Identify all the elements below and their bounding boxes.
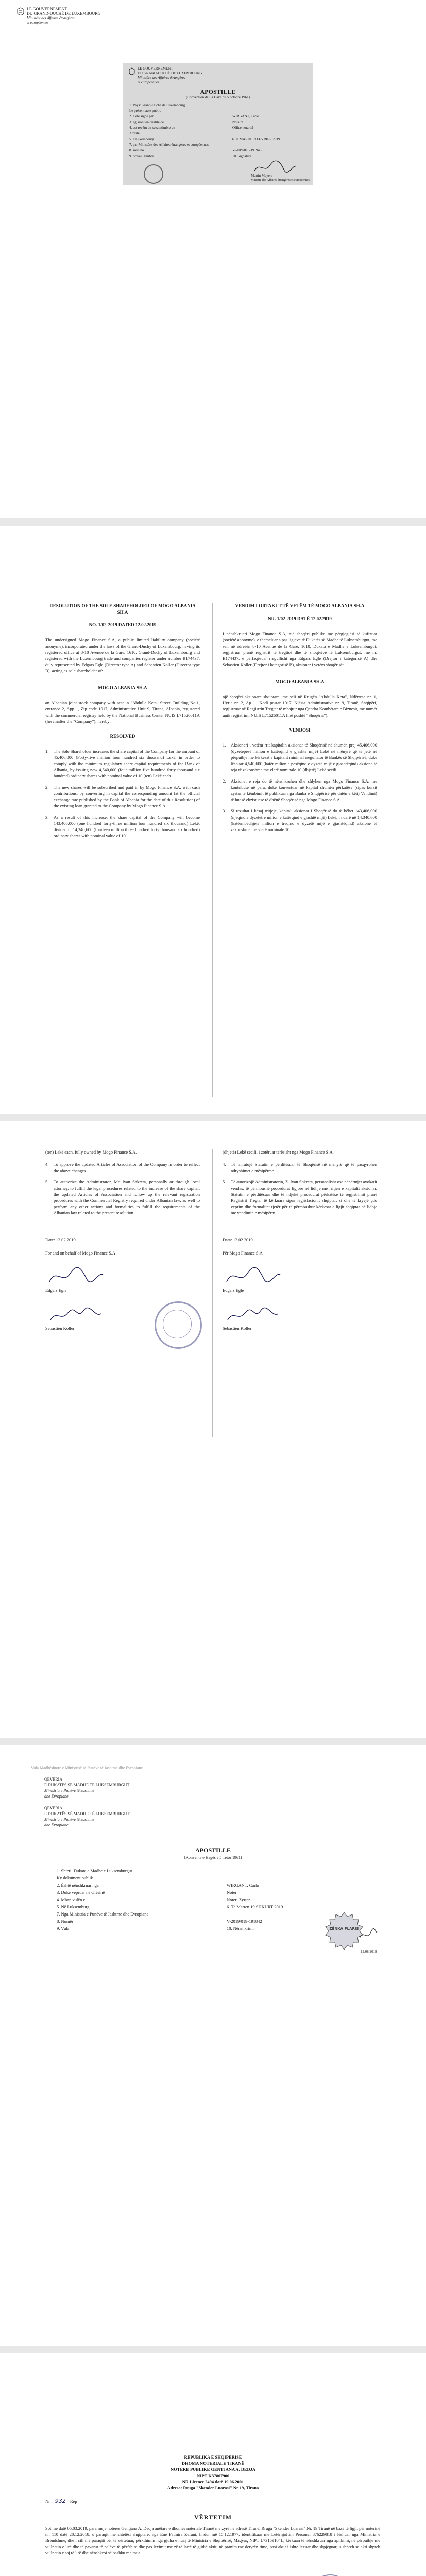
apostille-row-value: Noter — [227, 1890, 237, 1895]
apostille-row-label: Ky dokument publik — [57, 1875, 93, 1880]
column-divider — [212, 603, 213, 1097]
list-item — [45, 814, 200, 839]
list-item-text: Aksionet e reja do të nënshkruhen dhe shlyhen nga Mogo Finance S.A. me kontribute në para, duke konvertuar në kapital shumën përkatëse (sipas kursit zyrtar të këmbimit të publikuar nga Banka e Shqipërisë për datën e këtij Vendimi) të huasë ekzistuese të dhënë Shoqërisë nga Mogo Finance S.A. — [231, 778, 377, 802]
header-org: LE GOUVERNEMENT — [27, 7, 67, 11]
page-2 — [0, 526, 426, 1114]
apostille-row — [57, 1867, 366, 1874]
list-item — [223, 778, 377, 803]
list-item-number: 4. — [45, 1162, 49, 1167]
list-item-number: 2. — [45, 785, 49, 790]
apostille-row-label: 3. Duke vepruar në cilësinë — [57, 1890, 105, 1895]
apostille-line — [129, 137, 304, 142]
apostille-line — [129, 120, 304, 125]
page-1 — [0, 0, 426, 518]
list-item — [45, 784, 200, 809]
page4-ministry2: dhe Evropiane — [44, 1794, 69, 1799]
record-number-value: 932 — [55, 2498, 66, 2504]
list-item — [45, 1179, 200, 1216]
on-behalf-en: For and on behalf of Mogo Finance S.A — [45, 1250, 115, 1256]
certification-title: VËRTETIM — [194, 2514, 232, 2521]
list-item-number: 1. — [45, 749, 49, 754]
apostille-row — [57, 1925, 366, 1932]
signature-edgars-icon — [45, 1264, 200, 1287]
apostille-row — [57, 1910, 366, 1918]
signer-edgars-sq: Edgars Egle — [223, 1287, 244, 1293]
company-name-en: MOGO ALBANIA SH.A — [98, 685, 147, 690]
header-ministry: Ministère des Affaires étrangères — [27, 16, 75, 20]
list-item-number: 3. — [45, 815, 49, 820]
apostille-line-value: V-2019/019-191943 — [232, 148, 262, 152]
apostille-line-value: 6. le MARDI 19 FEVRIER 2019 — [232, 137, 280, 141]
stamp-label: ZËNKA PLARIS — [329, 1927, 359, 1931]
page-separator — [0, 518, 426, 526]
list-item-number: 3. — [223, 808, 226, 814]
continuation-items-en — [45, 1161, 200, 1216]
notary-address: Adresa: Rruga "Skender Luarasi" Nr 19, Tirana — [167, 2485, 259, 2490]
list-item-text: Të autorizojë Administratorin, Z. Ivan Shkreta, personalisht ose nëpërmjet avokatit vendas, të përmbushë procedurat ligjore në lidhje me rritjen e kapitalit aksionar, Statutin e përditësuar dhe të ndjekë procedurat përkatëse të regjistrimit pranë Regjistrit Tregtar të kërkuara sipas legjislacionit shqiptar, si dhe të kryejë çdo veprim dhe formalitet tjetër për të përmbushur kërkesat e ligjit shqiptar në lidhje me vendimin e mësipërm. — [231, 1179, 377, 1215]
record-number — [45, 2498, 77, 2504]
notary-header — [0, 2454, 426, 2491]
continuation-text-en: (ten) Lekë each, fully owned by Mogo Finance S.A. — [45, 1149, 137, 1155]
resolved-heading-sq: VENDOSI — [289, 727, 311, 733]
notary-chamber: DHOMA NOTERIALE TIRANË — [181, 2461, 245, 2466]
page4-gov1: QEVERIA — [44, 1777, 63, 1782]
stamp-ministry: Ministère des Affaires étrangères — [138, 76, 185, 80]
page4-apostille-rows — [57, 1867, 366, 1932]
apostille-line-label: 7. par Ministère des Affaires étrangères et européennes — [129, 143, 209, 147]
apostille-line-label: 4. est revêtu du sceau/timbre de — [129, 126, 175, 130]
apostille-row-value: Noteri Zyrtar — [227, 1897, 250, 1902]
notary-seal-inner — [163, 1310, 192, 1338]
list-item-number: 4. — [223, 1162, 226, 1167]
list-item — [223, 742, 377, 773]
apostille-row-label: 5. Në Luksemburg — [57, 1904, 90, 1909]
page4-apostille-title: APOSTILLE — [195, 1846, 231, 1854]
resolution-items-en — [45, 748, 200, 839]
list-item-text: The Sole Shareholder increases the share capital of the Company for the amount of 45,406,000 (Forty-five million four hundred six thousand) Lekë, in order to comply with the minimum regulatory share capital requirements of the Bank of Albania, by issuing new 4,540,600 (four million five hundred forty thousand six hundred) ordinary shares with nominal value of 10 (ten) Lekë each. — [54, 749, 200, 778]
stamp-org: LE GOUVERNEMENT — [138, 66, 173, 71]
apostille-title: APOSTILLE — [200, 88, 236, 95]
apostille-row-value: WIRGANT, Carlo — [227, 1883, 259, 1888]
page4-apostille-subtitle: (Konventa e Hagës e 5 Tetor 1961) — [184, 1855, 242, 1860]
continuation-items-sq — [223, 1161, 377, 1216]
apostille-row — [57, 1896, 366, 1903]
apostille-line — [129, 148, 304, 154]
resolved-heading-en: RESOLVED — [110, 734, 135, 739]
page4-inner-gov2: E DUKATËS SË MADHE TË LUKSEMBURGUT — [44, 1811, 130, 1816]
apostille-line — [129, 142, 304, 148]
resolution-intro-sq: I nënshkruari Mogo Finance S.A, një shoqëri publike me përgjegjësi të kufizuar (société anonyme), e themeluar sipas ligjeve të Dukatës së Madhe të Luksemburgut, me seli në adresën 8-10 Avenue de la Gare, 1610, Dukata e Madhe e Luksemburgut, regjistruar pranë regjistrit të tregtisë dhe të shoqërive të Luksemburgut, me nr. B174437, e përfaqësuar rregullisht nga Edgars Egle (Drejtor i kategorisë A) dhe Sebastien Koller (Drejtor i kategorisë B), aksioner i vetëm shoqërisë: — [223, 631, 377, 667]
stamp-scribble-icon — [357, 1927, 378, 1945]
stamp-ministry2: et européennes — [138, 80, 159, 84]
apostille-row-label: 1. Shteti: Dukata e Madhe e Luksemburgut — [57, 1868, 132, 1873]
republic-name: REPUBLIKA E SHQIPËRISË — [184, 2454, 242, 2460]
resolution-intro-en: The undersigned Mogo Finance S.A, a public limited liability company (société anonyme), incorporated under the laws of the Grand-Duchy of Luxembourg, having its registered office at 8-10 Avenue de la Gare, 1610, Grand-Duchy of Luxembourg and registered with the Luxembourg trade and companies register under number B174437, duly represented by Edgars Egle (Director type A) and Sebastien Koller (Director type B), acting as sole shareholder of: — [45, 637, 200, 673]
apostille-row — [57, 1918, 366, 1925]
apostille-signer-title: Ministre des Affaires étrangères et européennes — [251, 179, 310, 182]
resolution-title-sq: VENDIM I ORTAKUT TË VETËM TË MOGO ALBANIA SH.A — [235, 603, 365, 608]
page4-gov — [44, 1776, 250, 1799]
apostille-line-label: 5. à Luxembourg — [129, 137, 154, 141]
record-rep-label: Rep — [70, 2499, 77, 2504]
government-crest-icon — [16, 7, 25, 18]
continuation-albanian-column — [223, 1149, 377, 1331]
apostille-line-label: 1. Pays: Grand-Duché de Luxembourg — [129, 103, 185, 107]
page4-inner-gov1: QEVERIA — [44, 1806, 63, 1810]
page4-gov2: E DUKATËS SË MADHE TË LUKSEMBURGUT — [44, 1783, 130, 1787]
apostille-line-label: 9. Sceau / timbre — [129, 154, 154, 158]
company-name-sq: MOGO ALBANIA SH.A — [275, 679, 325, 684]
signature-sebastien-sq-icon — [223, 1304, 377, 1325]
notary-public-name: NOTERE PUBLIKE GENTJANA A. DEDJA — [170, 2467, 256, 2472]
apostille-row-value: 10. Nënshkrimi — [227, 1926, 254, 1931]
apostille-line — [129, 108, 304, 114]
page4-inner-ministry2: dhe Evropiane — [44, 1823, 69, 1827]
apostille-block — [123, 63, 313, 185]
list-item-text: Aksioneri i vetëm rrit kapitalin aksionar të Shoqërisë në shumën prej 45,406,000 (dyzetepesë milion e katërqind e gjashtë mijë) Lekë në mënyrë që të jetë në përputhje me kërkesat e kapitalit minimal rregullator të Bankës së Shqipërisë, duke lëshuar 4,540,600 (katër milion e pesëqind e dyzetë mijë e gjashtëqind) aksione të reja të zakonshme me vlerë nominale 10 (dhjetë) Lekë secili. — [231, 742, 377, 772]
page4-inner-gov — [44, 1805, 250, 1828]
apostille-line-value: WIRGANT, Carlo — [232, 114, 259, 118]
notary-licence: NR Licence 2494 datë 19.06.2001 — [182, 2479, 244, 2484]
apostille-line — [129, 131, 304, 137]
apostille-row-value: 6. Të Marten 19 SHKURT 2019 — [227, 1904, 283, 1909]
apostille-line — [129, 103, 304, 108]
apostille-row — [57, 1874, 366, 1882]
apostille-header — [138, 66, 251, 85]
apostille-line-label: 3. agissant en qualité de — [129, 120, 164, 124]
apostille-line-label: 2. a été signé par — [129, 114, 154, 118]
continuation-text-sq: (dhjetë) Lekë secili, i zotëruar tërësisht nga Mogo Finance S.A. — [223, 1149, 334, 1155]
apostille-row-value: V-2019/019-191842 — [227, 1919, 262, 1924]
page-separator — [0, 1738, 426, 1745]
notary-nipt: NIPT K37807906 — [197, 2473, 229, 2478]
apostille-row-label: 4. Mban vulën e — [57, 1897, 86, 1902]
resolution-number-sq: NR. 1/02-2019 DATË 12.02.2019 — [268, 616, 332, 621]
on-behalf-sq: Për Mogo Finance S.A — [223, 1250, 263, 1256]
header-ministry2: et européennes — [27, 21, 48, 25]
signer-edgars-en: Edgars Egle — [45, 1287, 67, 1293]
page4-inner-ministry: Ministria e Punëve të Jashtme — [44, 1817, 94, 1822]
stamp-date: 12.08.2019 — [361, 1950, 377, 1954]
certification-body: Sot me datë 05.03.2019, para meje noteres Gentjana A. Dedja anëtare e dhomës noteriale Tiranë me zyrë në adresë Tiranë, Rruga "Skender Luarasi" Nr. 19 Tiranë në bazë të ligjit për noterinë nr. 110 datë 20.12.2018, u paraqit me shtetësi shqiptare, nga Ene Fatmira Zefuni, lindur më 15.12.1977, identifikuar me Letërnjoftim Personal 876229818 i lëshuar nga Ministria e Brendshme, dhe i cili më paraqiti për të vërtetuar, përkthimin nga gjuha e huaj të Ministria e Shqipërisë, Magyar, NIPT L73159104L, kërkuan të nënshkruar nga aplikimi, në përputhje me vullnetin e lirë dhe të pavarur të palëve të përfshira dhe pas leximit me zë të lartë të gjithë aktit, në pranim me detyrën time, pasi aktit i ishte lexuar dhe shpjeguar, u shpreh se akti shpreh vullnetin e saj të lirë dhe nënshkroi së bashku me mua. — [45, 2526, 380, 2555]
apostille-line — [129, 125, 304, 131]
resolution-title-en: RESOLUTION OF THE SOLE SHAREHOLDER OF MOGO ALBANIA SH.A — [49, 603, 196, 615]
apostille-signer-name: Martin Mayers — [251, 174, 272, 178]
apostille-line-label: Le présent acte public — [129, 109, 161, 113]
list-item-text: Të miratojë Statutin e përditësuar të Shoqërisë në mënyrë që të pasqyrohen ndryshimet e mësipërme. — [231, 1162, 377, 1173]
apostille-row — [57, 1882, 366, 1889]
list-item-text: To authorize the Administrator, Mr. Ivan Shkreta, personally or through local attorney, to fulfill the legal procedures related to the increase of the share capital, the updated Articles of Association and follow up the relevant registration procedures with the Commercial Registry required under Albanian law, as well to perform any other actions and formalities to fulfill the requirements of the Albanian law related to the present resolution. — [54, 1179, 200, 1215]
resolution-albanian-column — [223, 603, 377, 838]
apostille-row — [57, 1889, 366, 1896]
apostille-line — [129, 154, 304, 159]
signer-sebastien-sq: Sebastien Koller — [223, 1326, 252, 1331]
page-4 — [0, 1745, 426, 2346]
page-3 — [0, 1121, 426, 1738]
page4-ministry: Ministria e Punëve të Jashtme — [44, 1788, 94, 1793]
list-item — [45, 748, 200, 779]
header-org2: DU GRAND-DUCHÉ DE LUXEMBOURG — [27, 11, 101, 16]
list-item-text: As a result of this increase, the share capital of the Company will become 143,406,000 (one hundred forty-three million four hundred six thousand) Lekë, divided in 14,340,600 (fourteen million three hundred forty thousand six hundred) ordinary shares with nominal value of 10 — [54, 815, 200, 838]
ministry-round-stamp — [144, 164, 163, 184]
apostille-line-label: 8. sous no — [129, 148, 144, 152]
apostille-row-label: 2. Është nënshkruar nga — [57, 1883, 99, 1888]
signer-sebastien-en: Sebastien Koller — [45, 1326, 75, 1331]
page-5 — [0, 2353, 426, 2576]
apostille-line-label: Attesté — [129, 131, 140, 135]
list-item-number: 5. — [45, 1179, 49, 1184]
apostille-crest-icon — [128, 67, 135, 77]
apostille-row-label: 7. Nga Ministria e Punëve të Jashtme dhe Evropiane — [57, 1911, 149, 1917]
apostille-line-value: 10. Signature — [232, 154, 252, 158]
apostille-subtitle: (Convention de La Haye du 5 octobre 1961) — [186, 95, 250, 99]
company-description-en: an Albanian joint stock company with seat in "Abdulla Keta" Street, Building No.1, entrance 2, App 1, Zip code 1017, Administrative Unit 9, Tirana, Albania, registered with the commercial registry held by the National Business Center NUIS L71526011A (hereinafter the "Company"), hereby: — [45, 700, 200, 724]
list-item-number: 5. — [223, 1179, 226, 1184]
list-item-number: 2. — [223, 778, 226, 784]
apostille-line — [129, 114, 304, 120]
company-description-sq: një shoqëri aksionare shqiptare, me seli në Rrugën "Abdulla Keta", Ndërtesa nr. 1, Hyrja nr. 2, Ap. 1, Kodi postar 1017, Njësia Administrative nr. 9, Tiranë, Shqipëri, regjistruar në Regjistrin Tregtar të mbajtur nga Qendra Kombëtare e Biznesit, me numër unik regjistrimi NUIS L71526011A (më poshtë "Shoqëria"): — [223, 694, 378, 718]
resolution-number-en: NO. 1/02-2019 DATED 12.02.2019 — [89, 622, 157, 628]
list-item — [223, 1179, 377, 1216]
apostille-row — [57, 1903, 366, 1910]
list-item-number: 1. — [223, 742, 226, 748]
stamp-org2: DU GRAND-DUCHÉ DE LUXEMBOURG — [138, 71, 202, 75]
list-item — [223, 808, 377, 833]
apostille-lines — [129, 103, 304, 159]
date-en: Date: 12.02.2019 — [45, 1237, 76, 1242]
apostille-line-value: Notaire — [232, 120, 243, 124]
page4-header-left: Vula Madhështore e Ministrisë së Punëve të Jashtme dhe Evropiane — [31, 1766, 143, 1770]
resolution-items-sq — [223, 742, 377, 833]
page-separator — [0, 1114, 426, 1121]
signature-edgars-sq-icon — [223, 1264, 377, 1287]
apostille-line-value: Office notarial — [232, 126, 253, 130]
page1-header — [27, 7, 130, 25]
apostille-row-label: 8. Numër — [57, 1919, 74, 1924]
list-item-text: Si rezultat i kësaj rritjeje, kapitali aksionar i Shoqërisë do të bëhet 143,406,000 (njëqind e dyzetetre milion e katërqind e gjashtë mijë) Lekë, i ndarë në 14,340,600 (katërmbëdhjetë milion e treqind e dyzetë mijë e gjashtëqind) aksione të zakonshme me vlerë nominale 10 — [231, 808, 377, 832]
resolution-english-column — [45, 603, 200, 844]
column-divider — [212, 1149, 213, 1437]
record-number-label: Nr. — [45, 2499, 51, 2504]
page-separator — [0, 2346, 426, 2353]
list-item — [45, 1161, 200, 1174]
date-sq: Data: 12.02.2019 — [223, 1237, 253, 1242]
list-item-text: The new shares will be subscribed and paid in by Mogo Finance S.A. with cash contributions, by converting in capital the corresponding amount (at the official exchange rate published by the Bank of Albania for the date of this Resolution) of the existing loan granted to the Company by Mogo Finance S.A. — [54, 785, 200, 808]
list-item-text: To approve the updated Articles of Association of the Company in order to reflect the above changes. — [54, 1162, 200, 1173]
list-item — [223, 1161, 377, 1174]
apostille-row-label: 9. Vula — [57, 1926, 70, 1931]
